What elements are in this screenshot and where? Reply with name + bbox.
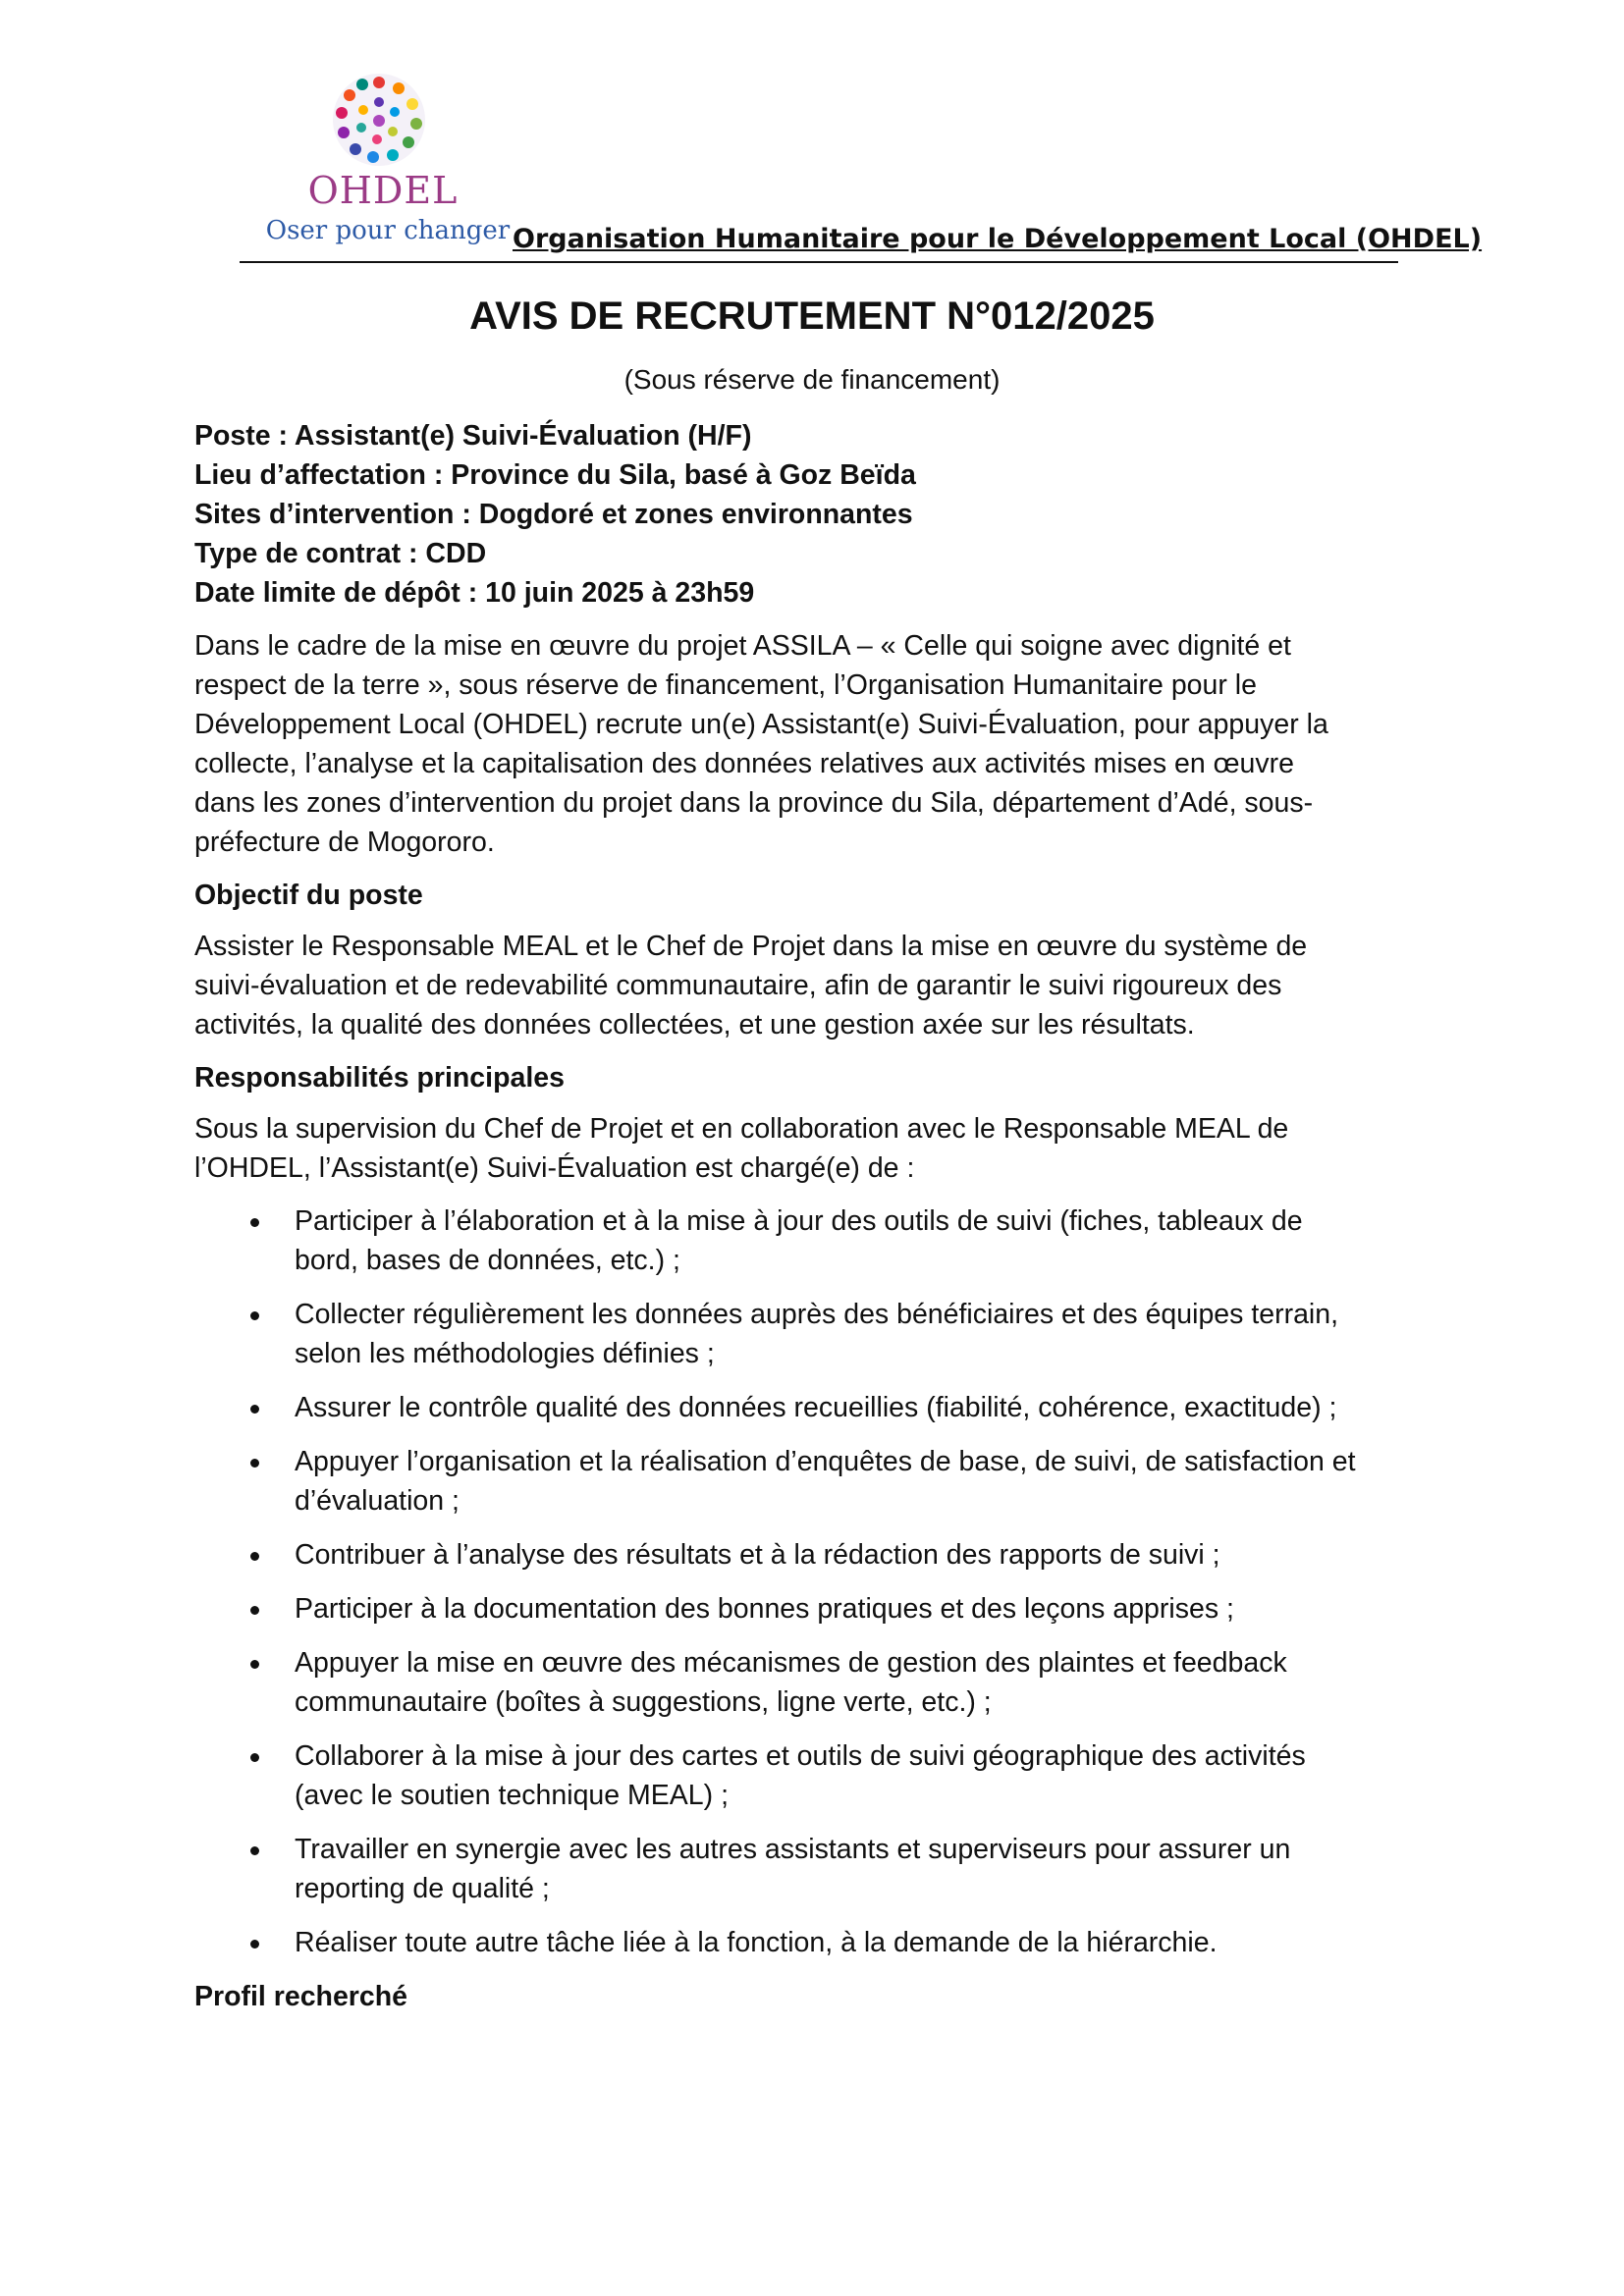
bullet-icon xyxy=(250,1311,259,1320)
detail-contract-type: Type de contrat : CDD xyxy=(194,538,487,569)
bullet-icon xyxy=(250,1606,259,1615)
objective-line: suivi-évaluation et de redevabilité communautaire, afin de garantir le suivi rigoureux des xyxy=(194,970,1282,1001)
list-item-line: Collecter régulièrement les données auprès des bénéficiaires et des équipes terrain, xyxy=(295,1299,1339,1330)
list-item xyxy=(194,1295,1441,1373)
list-item xyxy=(194,1388,1441,1427)
bullet-icon xyxy=(250,1753,259,1762)
intro-line: dans les zones d’intervention du projet dans la province du Sila, département d’Adé, sous- xyxy=(194,787,1314,819)
bullet-icon xyxy=(250,1940,259,1949)
detail-deadline: Date limite de dépôt : 10 juin 2025 à 23h59 xyxy=(194,577,755,609)
list-item-line: communautaire (boîtes à suggestions, ligne verte, etc.) ; xyxy=(295,1686,992,1718)
profile-heading: Profil recherché xyxy=(194,1981,408,2012)
list-item-line: Réaliser toute autre tâche liée à la fonction, à la demande de la hiérarchie. xyxy=(295,1927,1218,1958)
list-item-line: Contribuer à l’analyse des résultats et à la rédaction des rapports de suivi ; xyxy=(295,1539,1220,1571)
intro-line: respect de la terre », sous réserve de financement, l’Organisation Humanitaire pour le xyxy=(194,669,1257,701)
responsibilities-list xyxy=(194,1201,1441,1962)
list-item-line: Collaborer à la mise à jour des cartes et outils de suivi géographique des activités xyxy=(295,1740,1306,1772)
detail-sites: Sites d’intervention : Dogdoré et zones environnantes xyxy=(194,499,913,530)
list-item-line: selon les méthodologies définies ; xyxy=(295,1338,715,1369)
list-item xyxy=(194,1442,1441,1521)
header-divider xyxy=(240,261,1398,263)
objective-line: Assister le Responsable MEAL et le Chef de Projet dans la mise en œuvre du système de xyxy=(194,931,1308,962)
list-item-line: Assurer le contrôle qualité des données recueillies (fiabilité, cohérence, exactitude) ; xyxy=(295,1392,1337,1423)
detail-position: Poste : Assistant(e) Suivi-Évaluation (H/F) xyxy=(194,420,752,452)
list-item-line: Travailler en synergie avec les autres assistants et superviseurs pour assurer un xyxy=(295,1834,1291,1865)
document-body xyxy=(194,416,1441,2016)
list-item xyxy=(194,1830,1441,1908)
bullet-icon xyxy=(250,1846,259,1855)
list-item xyxy=(194,1535,1441,1575)
list-item xyxy=(194,1589,1441,1629)
bullet-icon xyxy=(250,1459,259,1468)
people-circle-logo-icon xyxy=(330,71,428,169)
logo-tagline: Oser pour changer xyxy=(265,216,511,245)
organization-title: Organisation Humanitaire pour le Développement Local (OHDEL) xyxy=(513,224,1483,254)
list-item-line: reporting de qualité ; xyxy=(295,1873,550,1904)
intro-line: Développement Local (OHDEL) recrute un(e) Assistant(e) Suivi-Évaluation, pour appuyer la xyxy=(194,709,1328,740)
bullet-icon xyxy=(250,1218,259,1227)
responsibilities-intro-line: Sous la supervision du Chef de Projet et en collaboration avec le Responsable MEAL de xyxy=(194,1113,1289,1145)
notice-title: AVIS DE RECRUTEMENT N°012/2025 xyxy=(469,294,1155,338)
responsibilities-heading: Responsabilités principales xyxy=(194,1062,565,1094)
objective-line: activités, la qualité des données collectées, et une gestion axée sur les résultats. xyxy=(194,1009,1195,1041)
list-item xyxy=(194,1643,1441,1722)
intro-paragraph xyxy=(194,626,1441,862)
detail-location: Lieu d’affectation : Province du Sila, basé à Goz Beïda xyxy=(194,459,916,491)
objective-paragraph xyxy=(194,927,1441,1044)
list-item-line: bord, bases de données, etc.) ; xyxy=(295,1245,680,1276)
list-item-line: d’évaluation ; xyxy=(295,1485,460,1517)
list-item-line: Participer à la documentation des bonnes pratiques et des leçons apprises ; xyxy=(295,1593,1234,1625)
list-item xyxy=(194,1736,1441,1815)
bullet-icon xyxy=(250,1405,259,1414)
bullet-icon xyxy=(250,1660,259,1669)
notice-subtitle: (Sous réserve de financement) xyxy=(623,364,1001,395)
bullet-icon xyxy=(250,1552,259,1561)
list-item-line: Participer à l’élaboration et à la mise à jour des outils de suivi (fiches, tableaux de xyxy=(295,1205,1303,1237)
list-item xyxy=(194,1923,1441,1962)
list-item-line: Appuyer l’organisation et la réalisation d’enquêtes de base, de suivi, de satisfaction et xyxy=(295,1446,1356,1477)
objective-heading: Objectif du poste xyxy=(194,880,423,911)
list-item-line: (avec le soutien technique MEAL) ; xyxy=(295,1780,729,1811)
intro-line: collecte, l’analyse et la capitalisation des données relatives aux activités mises en œuvre xyxy=(194,748,1294,779)
list-item-line: Appuyer la mise en œuvre des mécanismes de gestion des plaintes et feedback xyxy=(295,1647,1287,1679)
intro-line: Dans le cadre de la mise en œuvre du projet ASSILA – « Celle qui soigne avec dignité et xyxy=(194,630,1291,662)
responsibilities-intro xyxy=(194,1109,1441,1188)
intro-line: préfecture de Mogororo. xyxy=(194,827,495,858)
logo-name: OHDEL xyxy=(307,169,459,212)
list-item xyxy=(194,1201,1441,1280)
responsibilities-intro-line: l’OHDEL, l’Assistant(e) Suivi-Évaluation est chargé(e) de : xyxy=(194,1152,915,1184)
job-details xyxy=(194,416,1441,613)
